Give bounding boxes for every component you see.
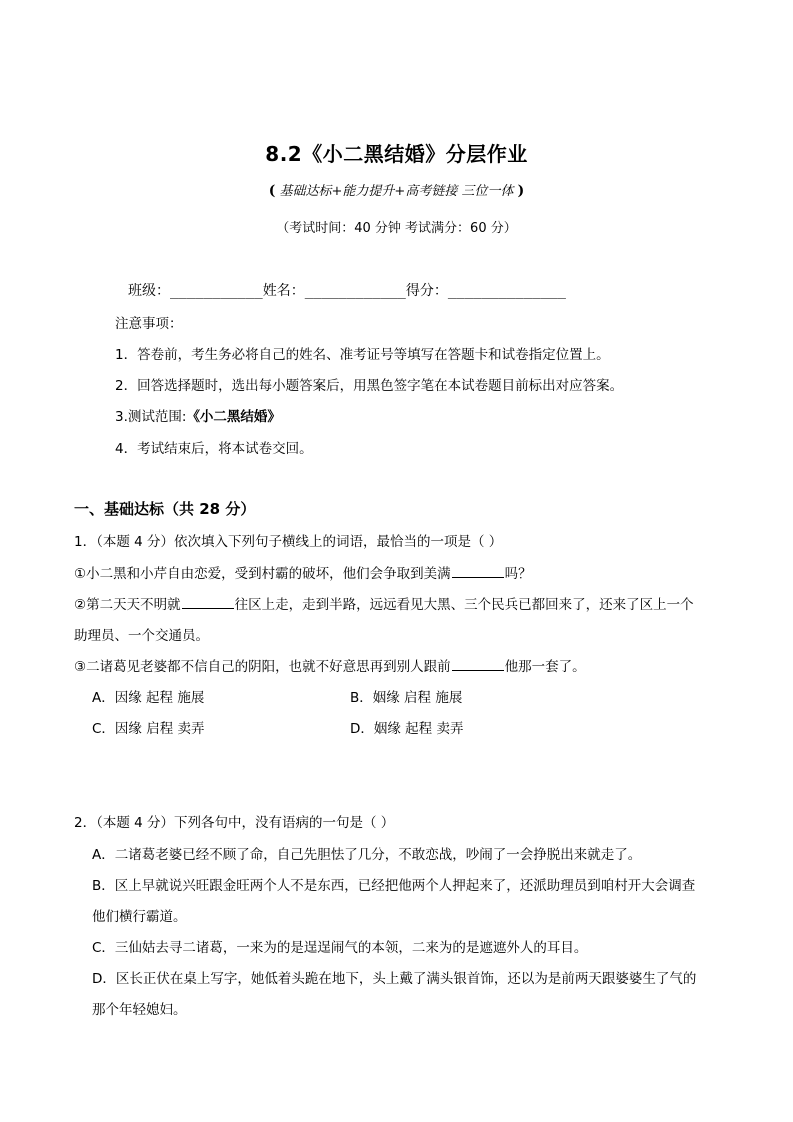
q2-stem: 2．（本题 4 分）下列各句中，没有语病的一句是（ ） xyxy=(74,815,395,831)
q1-s1-part-a: ①小二黑和小芹自由恋爱，受到村霸的破坏，他们会争取到美满 xyxy=(74,566,451,582)
subtitle-text: 基础达标+能力提升+高考链接 三位一体 xyxy=(279,184,514,199)
q1-s3-part-a: ③二诸葛见老婆都不信自己的阴阳，也就不好意思再到别人跟前 xyxy=(74,659,451,675)
q1-sentence-3 xyxy=(74,655,586,675)
page-title: 8.2《小二黑结婚》分层作业 xyxy=(265,142,528,166)
name-label: 姓名： xyxy=(262,283,305,299)
notes-heading: 注意事项： xyxy=(115,316,183,332)
q1-sentence-2-cont: 助理员、一个交通员。 xyxy=(74,628,209,644)
score-label: 得分： xyxy=(405,283,448,299)
subtitle-open-paren: ( xyxy=(268,183,276,199)
q2-option-b-cont: 他们横行霸道。 xyxy=(92,909,187,925)
q2-option-a[interactable]: A．二诸葛老婆已经不顾了命，自己先胆怯了几分，不敢恋战，吵闹了一会挣脱出来就走了。 xyxy=(92,847,642,863)
q1-s1-blank xyxy=(452,565,504,578)
q2-option-d-cont: 那个年轻媳妇。 xyxy=(92,1002,187,1018)
note-item-1: 1．答卷前，考生务必将自己的姓名、准考证号等填写在答题卡和试卷指定位置上。 xyxy=(115,347,610,363)
q1-sentence-2 xyxy=(74,593,694,613)
q1-option-c[interactable]: C．因缘 启程 卖弄 xyxy=(92,721,205,737)
q1-stem: 1．（本题 4 分）依次填入下列句子横线上的词语，最恰当的一项是（ ） xyxy=(74,534,503,550)
test-range-title: 《小二黑结婚》 xyxy=(186,409,281,425)
q1-s2-part-b: 往区上走，走到半路，远远看见大黑、三个民兵已都回来了，还来了区上一个 xyxy=(234,597,694,613)
class-label: 班级： xyxy=(128,283,170,299)
note-item-4: 4．考试结束后，将本试卷交回。 xyxy=(115,441,313,457)
subtitle-close-paren: ) xyxy=(517,183,525,199)
q2-option-b[interactable]: B．区上早就说兴旺跟金旺两个人不是东西，已经把他两个人押起来了，还派助理员到咱村开大会调查 xyxy=(92,878,696,894)
name-blank[interactable]: ____________ xyxy=(304,283,406,299)
q1-s1-part-b: 吗？ xyxy=(504,566,532,582)
q1-s2-part-a: ②第二天天不明就 xyxy=(74,597,181,613)
exam-time-info: （考试时间：40 分钟 考试满分：60 分） xyxy=(276,221,517,236)
q2-option-d[interactable]: D．区长正伏在桌上写字，她低着头跪在地下，头上戴了满头银首饰，还以为是前两天跟婆婆生了气的 xyxy=(92,971,697,987)
page-subtitle xyxy=(0,180,793,199)
note-item-2: 2．回答选择题时，选出每小题答案后，用黑色签字笔在本试卷题目前标出对应答案。 xyxy=(115,378,624,394)
q2-option-c[interactable]: C．三仙姑去寻二诸葛，一来为的是逞逞闹气的本领，二来为的是遮遮外人的耳目。 xyxy=(92,940,588,956)
section-1-heading: 一、基础达标（共 28 分） xyxy=(74,500,256,518)
score-blank[interactable]: ______________ xyxy=(447,283,566,299)
q1-sentence-1 xyxy=(74,562,532,582)
note-item-3 xyxy=(115,405,281,425)
q1-s3-part-b: 他那一套了。 xyxy=(504,659,586,675)
student-info-line xyxy=(128,280,566,300)
q1-option-a[interactable]: A．因缘 起程 施展 xyxy=(92,690,205,706)
class-blank[interactable]: ___________ xyxy=(170,283,263,299)
q1-s3-blank xyxy=(452,658,504,671)
q1-s2-blank xyxy=(182,596,234,609)
q1-option-b[interactable]: B．姻缘 启程 施展 xyxy=(350,690,463,706)
q1-option-d[interactable]: D．姻缘 起程 卖弄 xyxy=(350,721,464,737)
note-item-3-label: 3.测试范围: xyxy=(115,409,187,425)
